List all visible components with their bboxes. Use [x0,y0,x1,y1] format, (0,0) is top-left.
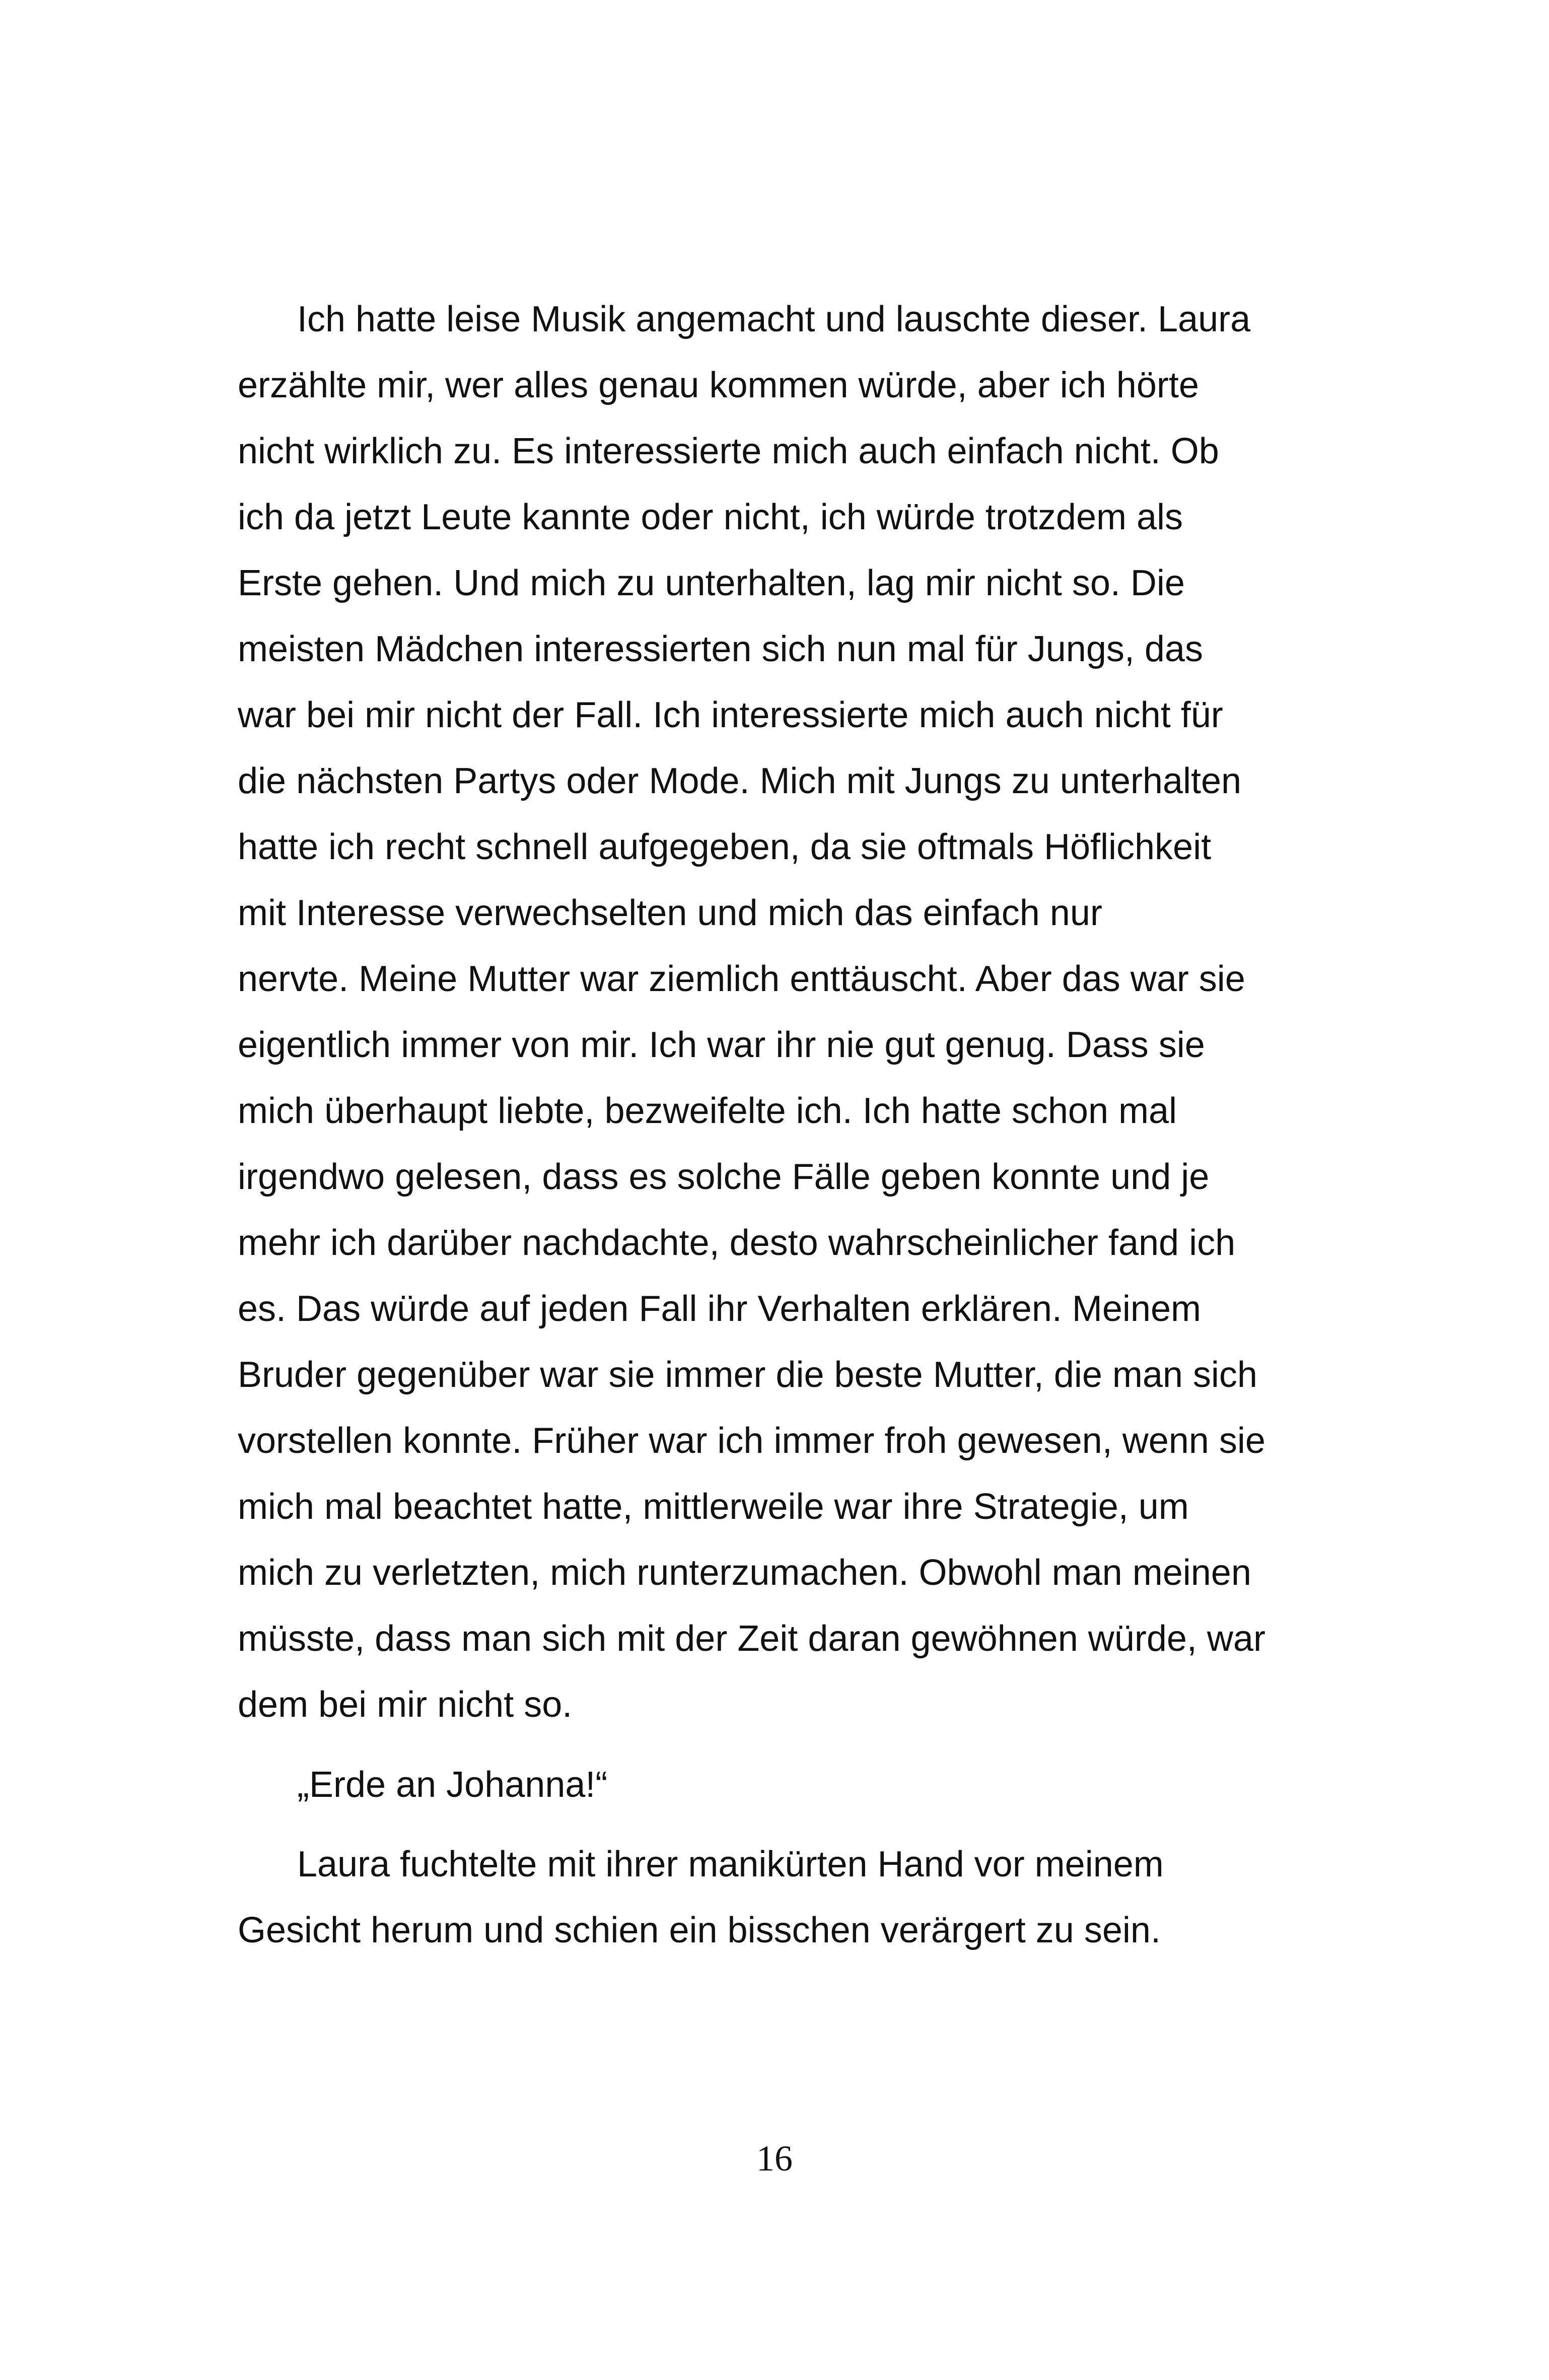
paragraph-1-line-3: nicht wirklich zu. Es interessierte mich auch einfach nicht. Ob [238,431,1219,471]
paragraph-1-line-6: meisten Mädchen interessierten sich nun mal für Jungs, das [238,629,1203,669]
paragraph-1-line-14: irgendwo gelesen, dass es solche Fälle geben konnte und je [238,1157,1210,1197]
paragraph-1-line-5: Erste gehen. Und mich zu unterhalten, lag mir nicht so. Die [238,563,1185,603]
paragraph-1-line-18: vorstellen konnte. Früher war ich immer froh gewesen, wenn sie [238,1421,1265,1461]
paragraph-1-line-1: Ich hatte leise Musik angemacht und lauschte dieser. Laura [297,299,1251,339]
paragraph-1-line-20: mich zu verletzten, mich runterzumachen. Obwohl man meinen [238,1553,1251,1593]
paragraph-1-line-11: nervte. Meine Mutter war ziemlich enttäuscht. Aber das war sie [238,959,1245,999]
paragraph-3-line-1: Laura fuchtelte mit ihrer manikürten Hand vor meinem [297,1844,1164,1884]
paragraph-1-line-21: müsste, dass man sich mit der Zeit daran gewöhnen würde, war [238,1619,1265,1659]
paragraph-2-line-1: „Erde an Johanna!“ [297,1765,608,1805]
paragraph-1-line-15: mehr ich darüber nachdachte, desto wahrscheinlicher fand ich [238,1223,1236,1263]
paragraph-1-line-13: mich überhaupt liebte, bezweifelte ich. Ich hatte schon mal [238,1091,1177,1131]
paragraph-1-line-19: mich mal beachtet hatte, mittlerweile war ihre Strategie, um [238,1487,1189,1527]
paragraph-1-line-17: Bruder gegenüber war sie immer die beste Mutter, die man sich [238,1355,1257,1395]
paragraph-1-line-8: die nächsten Partys oder Mode. Mich mit Jungs zu unterhalten [238,761,1242,801]
paragraph-1-line-9: hatte ich recht schnell aufgegeben, da sie oftmals Höflichkeit [238,827,1212,867]
paragraph-1-line-2: erzählte mir, wer alles genau kommen würde, aber ich hörte [238,365,1199,405]
paragraph-1-line-16: es. Das würde auf jeden Fall ihr Verhalten erklären. Meinem [238,1289,1201,1329]
paragraph-1-line-10: mit Interesse verwechselten und mich das einfach nur [238,893,1102,933]
paragraph-1-line-7: war bei mir nicht der Fall. Ich interessierte mich auch nicht für [238,695,1223,735]
page-number: 16 [756,2138,793,2179]
paragraph-1-line-12: eigentlich immer von mir. Ich war ihr nie gut genug. Dass sie [238,1025,1205,1065]
paragraph-1-line-22: dem bei mir nicht so. [238,1685,573,1725]
paragraph-3-line-2: Gesicht herum und schien ein bisschen verärgert zu sein. [238,1910,1161,1950]
paragraph-1-line-4: ich da jetzt Leute kannte oder nicht, ich würde trotzdem als [238,497,1183,537]
